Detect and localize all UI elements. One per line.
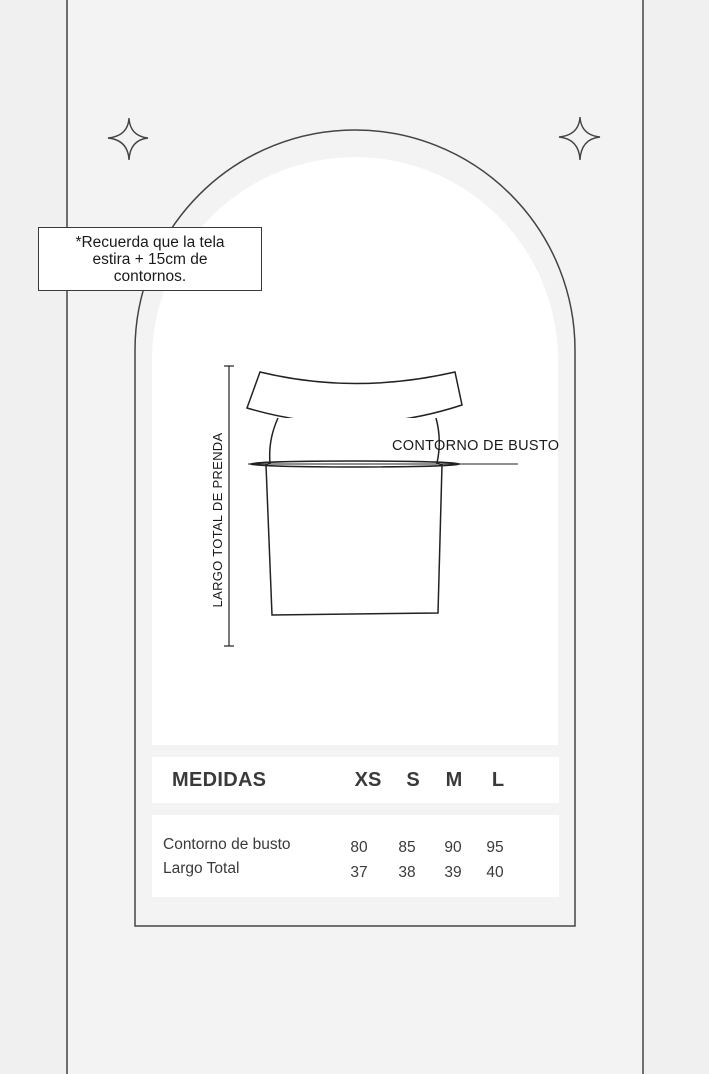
row-label-length: Largo Total [163,860,240,877]
row-label-bust: Contorno de busto [163,836,291,853]
cell-bust-m: 90 [444,839,462,856]
cell-length-m: 39 [444,864,462,881]
note-line-3: contornos. [113,268,187,285]
bust-label: CONTORNO DE BUSTO [392,438,560,454]
table-title: MEDIDAS [172,769,267,791]
note-line-2: estira + 15cm de [92,251,208,268]
fabric-stretch-note [38,227,262,291]
size-header-s: S [406,769,420,791]
cell-bust-s: 85 [398,839,416,856]
size-header-l: L [491,769,505,791]
cell-length-xs: 37 [350,864,368,881]
note-line-1: *Recuerda que la tela [75,234,225,251]
cell-length-s: 38 [398,864,416,881]
size-header-xs: XS [354,769,382,791]
cell-bust-l: 95 [486,839,504,856]
size-header-m: M [445,769,463,791]
length-label: LARGO TOTAL DE PRENDA [210,432,225,608]
cell-length-l: 40 [486,864,504,881]
cell-bust-xs: 80 [350,839,368,856]
